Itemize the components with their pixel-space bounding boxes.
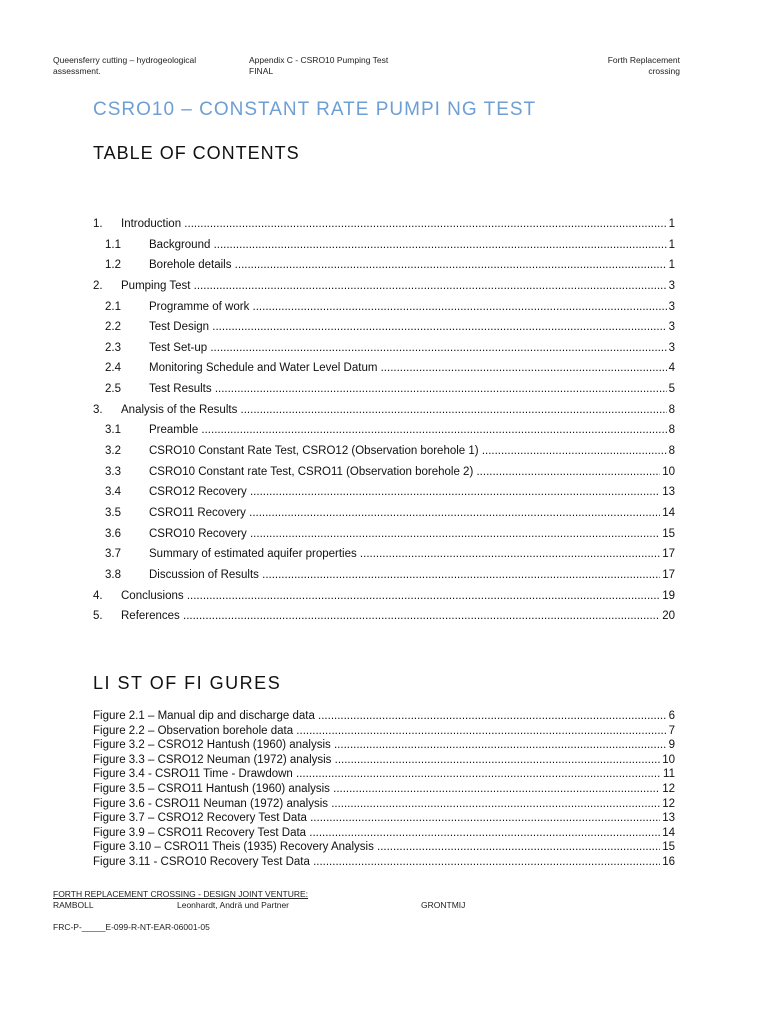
toc-entry-title: Test Set-up ..... [149,342,667,354]
toc-entry-page: 19 [660,586,675,607]
toc-entry-page: 14 [660,503,675,524]
toc-entry-leader [149,338,667,359]
figure-entry[interactable] [93,811,675,826]
toc-entry-line [149,317,675,338]
toc-entry-title: CSRO10 Recovery ..... [149,528,660,540]
figure-entry-page: 16 [662,855,675,868]
toc-entry-number: 1. [93,218,103,230]
footer-partner-leonhardt: Leonhardt, Andrä und Partner [177,900,289,910]
figure-entry-leader [93,826,660,841]
list-of-figures-heading: LI ST OF FI GURES [93,673,282,693]
toc-entry-page: 1 [667,235,675,256]
toc-entry[interactable] [93,420,675,441]
figure-entry-title: Figure 3.11 - CSRO10 Recovery Test Data ..... [93,856,660,868]
toc-entry[interactable] [93,482,675,503]
toc-entry-page: 1 [667,214,675,235]
toc-entry-leader [149,420,667,441]
figure-entry[interactable] [93,855,675,870]
figure-entry-leader [93,767,661,782]
toc-entry-leader [149,441,667,462]
toc-entry-line [149,462,675,483]
toc-entry-line [121,586,675,607]
toc-entry-line [149,338,675,359]
toc-entry-number: 2.4 [105,362,121,375]
figure-entry-leader [93,797,660,812]
toc-entry-title: Test Design ..... [149,321,667,333]
figure-entry[interactable] [93,724,675,739]
toc-entry-line [149,235,675,256]
list-of-figures [93,709,675,870]
figure-entry-title: Figure 3.3 – CSRO12 Neuman (1972) analysis ..... [93,754,660,766]
figure-entry-leader [93,738,667,753]
figure-entry[interactable] [93,767,675,782]
toc-entry-title: Conclusions ..... [121,590,660,602]
figure-entry-page: 13 [662,812,675,825]
toc-entry-title: Analysis of the Results ..... [121,404,667,416]
figure-entry[interactable] [93,753,675,768]
toc-entry[interactable] [93,544,675,565]
toc-entry-page: 1 [667,255,675,276]
figure-entry-title: Figure 2.2 – Observation borehole data ..... [93,725,667,737]
toc-entry-line [149,255,675,276]
toc-entry-number: 2. [93,279,103,292]
toc-entry-leader [149,462,660,483]
toc-entry-number: 3.4 [105,486,121,499]
toc-entry-title: Programme of work ..... [149,301,667,313]
figure-entry[interactable] [93,826,675,841]
toc-entry-leader [149,317,667,338]
toc-entry-title: Preamble ..... [149,424,667,436]
toc-entry-page: 3 [667,276,675,297]
figure-entry-title: Figure 3.5 – CSRO11 Hantush (1960) analysis ..... [93,783,660,795]
toc-heading: TABLE OF CONTENTS [93,143,300,163]
toc-entry-page: 8 [667,400,675,421]
toc-entry[interactable] [93,606,675,627]
figure-entry-page: 7 [668,724,675,737]
toc-entry-line [149,482,675,503]
toc-entry-leader [121,214,667,235]
header-client-line: Forth Replacement [607,55,680,65]
toc-entry-number: 1.1 [105,238,121,251]
toc-entry-page: 8 [667,441,675,462]
toc-entry-page: 20 [660,606,675,627]
toc-entry-line [149,503,675,524]
toc-entry-line [121,400,675,421]
footer-partners [53,900,653,912]
toc-entry-title: Borehole details ..... [149,259,667,271]
toc-entry-number: 4. [93,589,103,602]
footer-venture: FORTH REPLACEMENT CROSSING - DESIGN JOINT VENTURE: [53,889,309,899]
toc-entry-line [149,358,675,379]
toc-entry-page: 15 [660,524,675,545]
toc-entry-line [149,441,675,462]
toc-entry-title: CSRO12 Recovery ..... [149,486,660,498]
toc-entry-title: CSRO10 Constant rate Test, CSRO11 (Observation borehole 2) ..... [149,466,660,478]
header-appendix-line: Appendix C - CSRO10 Pumping Test [249,55,389,65]
toc-entry-page: 3 [667,338,675,359]
toc-entry-number: 2.1 [105,300,121,313]
footer-partner-grontmij: GRONTMIJ [421,900,466,910]
figure-entry-page: 10 [662,753,675,766]
toc-entry-page: 13 [660,482,675,503]
toc-entry[interactable] [93,235,675,256]
header-client-line: crossing [648,66,680,76]
toc-entry-leader [149,544,660,565]
toc-entry-number: 3.6 [105,527,121,540]
figure-entry-page: 9 [668,739,675,752]
toc-entry-leader [149,297,667,318]
toc-entry-number: 5. [93,610,103,623]
toc-entry[interactable] [93,462,675,483]
toc-entry-title: Discussion of Results ..... [149,569,660,581]
figure-entry-leader [93,709,667,724]
figure-entry-title: Figure 3.7 – CSRO12 Recovery Test Data ..... [93,812,660,824]
toc-entry[interactable] [93,317,675,338]
toc-entry[interactable] [93,441,675,462]
figure-entry-page: 14 [662,826,675,839]
toc-entry-line [149,420,675,441]
toc-entry-leader [149,235,667,256]
header-project-line: assessment. [53,66,101,76]
figure-entry-title: Figure 3.4 - CSRO11 Time - Drawdown ..... [93,768,661,780]
toc-entry-page: 3 [667,317,675,338]
toc-entry[interactable] [93,276,675,297]
toc-entry[interactable] [93,524,675,545]
toc-entry[interactable] [93,379,675,400]
toc-entry[interactable] [93,503,675,524]
header-status-line: FINAL [249,66,274,76]
figure-entry-leader [93,855,660,870]
toc-entry-number: 3.2 [105,445,121,458]
toc-entry-number: 2.3 [105,341,121,354]
figure-entry-leader [93,782,660,797]
toc-entry-line [149,379,675,400]
figure-entry-leader [93,840,660,855]
toc-entry-leader [149,565,660,586]
toc-entry-line [149,544,675,565]
toc-entry[interactable] [93,297,675,318]
toc-entry-number: 2.2 [105,321,121,334]
toc-entry-leader [149,503,660,524]
figure-entry-page: 12 [662,782,675,795]
toc-entry-number: 3.8 [105,568,121,581]
toc-entry-leader [121,606,660,627]
toc-entry[interactable] [93,255,675,276]
toc-entry-title: Monitoring Schedule and Water Level Datum ..... [149,362,667,374]
header-client [520,55,680,77]
figure-entry-leader [93,811,660,826]
figure-entry-title: Figure 3.6 - CSRO11 Neuman (1972) analysis ..... [93,798,660,810]
toc-entry-page: 3 [667,297,675,318]
toc-entry-page: 17 [660,565,675,586]
toc-entry[interactable] [93,214,675,235]
page-footer [53,889,653,932]
toc-entry-title: CSRO10 Constant Rate Test, CSRO12 (Observation borehole 1) ..... [149,445,667,457]
toc-entry-number: 3. [93,403,103,416]
toc-entry-leader [121,276,667,297]
figure-entry-page: 6 [668,710,675,722]
table-of-contents [93,214,675,627]
toc-entry-line [149,565,675,586]
toc-entry-page: 4 [667,358,675,379]
toc-entry-line [121,276,675,297]
toc-entry-line [149,524,675,545]
toc-entry[interactable] [93,358,675,379]
figure-entry-page: 11 [663,768,675,781]
toc-entry-line [121,214,675,235]
toc-entry-number: 3.7 [105,548,121,561]
toc-entry-title: Summary of estimated aquifer properties ..... [149,548,660,560]
figure-entry-page: 12 [662,797,675,810]
toc-entry-title: Background ..... [149,239,667,251]
toc-entry-title: Test Results ..... [149,383,667,395]
toc-entry-number: 1.2 [105,259,121,272]
figure-entry[interactable] [93,738,675,753]
figure-entry-title: Figure 3.10 – CSRO11 Theis (1935) Recovery Analysis ..... [93,841,660,853]
header-project-line: Queensferry cutting – hydrogeological [53,55,197,65]
figure-entry-title: Figure 3.2 – CSRO12 Hantush (1960) analysis ..... [93,739,667,751]
figure-entry-title: Figure 2.1 – Manual dip and discharge data ..... [93,710,667,722]
toc-entry-title: CSRO11 Recovery ..... [149,507,660,519]
footer-document-reference: FRC-P-_____E-099-R-NT-EAR-06001-05 [53,922,210,932]
figure-entry[interactable] [93,797,675,812]
figure-entry[interactable] [93,840,675,855]
figure-entry-leader [93,753,660,768]
toc-entry[interactable] [93,338,675,359]
toc-entry-number: 3.1 [105,424,121,437]
toc-entry-leader [121,586,660,607]
footer-partner-ramboll: RAMBOLL [53,900,94,910]
toc-entry-leader [149,358,667,379]
toc-entry-leader [149,255,667,276]
toc-entry-title: Introduction ..... [121,218,667,230]
figure-entry[interactable] [93,782,675,797]
toc-entry[interactable] [93,400,675,421]
toc-entry-page: 10 [660,462,675,483]
toc-entry-leader [149,379,667,400]
toc-entry[interactable] [93,586,675,607]
figure-entry-page: 15 [662,841,675,854]
toc-entry-title: References ..... [121,610,660,622]
toc-entry-line [121,606,675,627]
figure-entry[interactable] [93,709,675,724]
toc-entry-line [149,297,675,318]
toc-entry-number: 3.3 [105,465,121,478]
figure-entry-title: Figure 3.9 – CSRO11 Recovery Test Data ..... [93,827,660,839]
figure-entry-leader [93,724,667,739]
toc-entry-leader [149,482,660,503]
toc-entry-page: 5 [667,379,675,400]
toc-entry-title: Pumping Test ..... [121,280,667,292]
toc-entry-number: 3.5 [105,506,121,519]
header-project [53,55,233,77]
toc-entry[interactable] [93,565,675,586]
document-title: CSRO10 – CONSTANT RATE PUMPI NG TEST [93,99,537,120]
toc-entry-page: 8 [667,420,675,441]
toc-entry-number: 2.5 [105,383,121,396]
toc-entry-leader [149,524,660,545]
toc-entry-leader [121,400,667,421]
header-appendix [249,55,449,77]
toc-entry-page: 17 [660,544,675,565]
